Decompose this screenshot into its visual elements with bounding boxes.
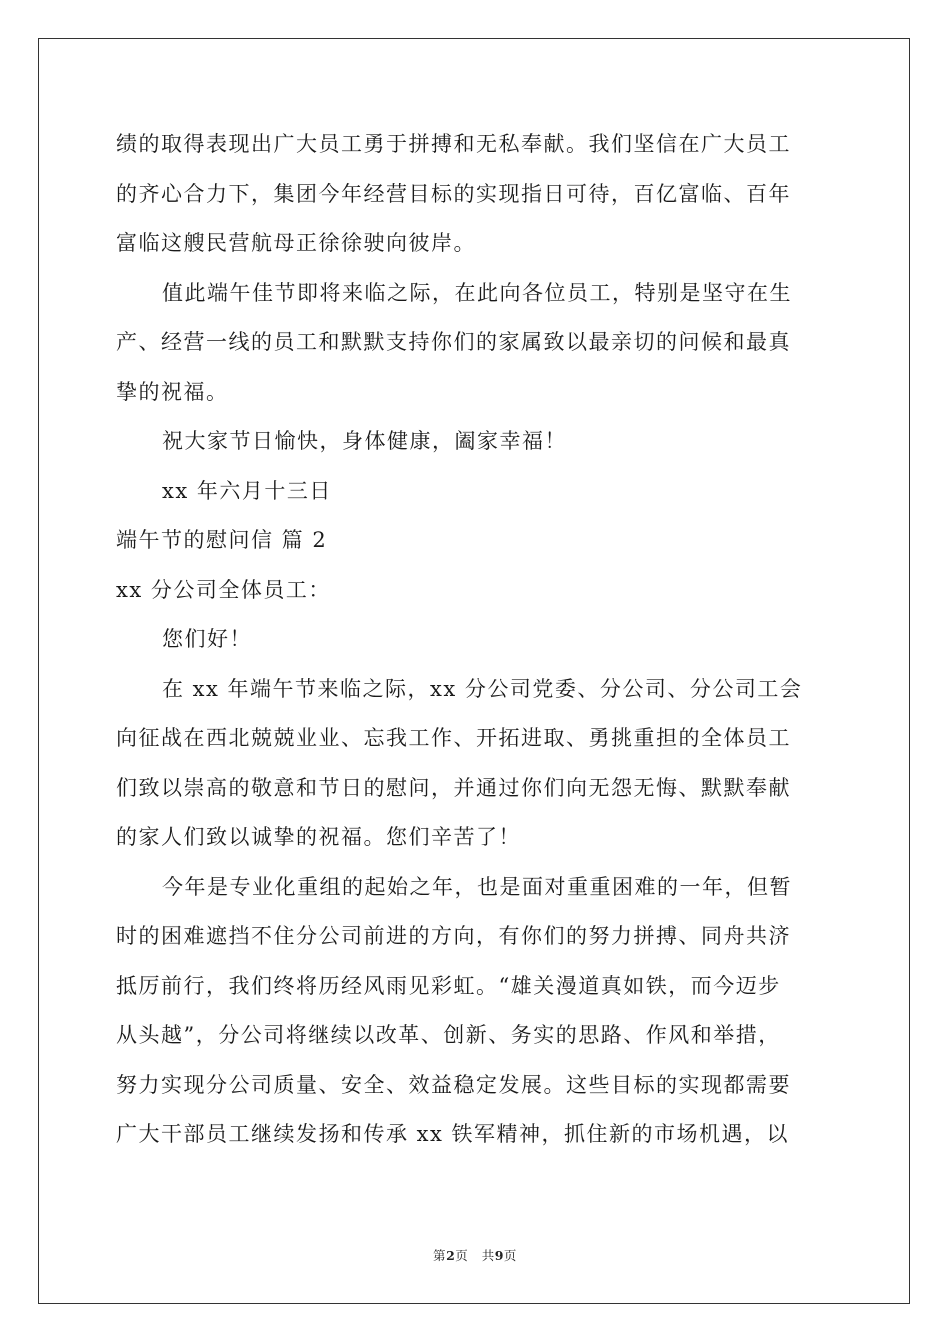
text-line: 努力实现分公司质量、安全、效益稳定发展。这些目标的实现都需要 <box>116 1072 791 1097</box>
page-current: 2 <box>446 1248 456 1263</box>
page-total: 9 <box>494 1248 504 1263</box>
text-line: 富临这艘民营航母正徐徐驶向彼岸。 <box>116 231 476 255</box>
text-line: 今年是专业化重组的起始之年，也是面对重重困难的一年，但暂 <box>162 874 792 899</box>
text-line: 祝大家节日愉快，身体健康，阖家幸福！ <box>162 429 567 453</box>
page-footer <box>0 1246 950 1264</box>
text-line: 的齐心合力下，集团今年经营目标的实现指日可待，百亿富临、百年 <box>116 181 791 206</box>
text-line: 们致以崇高的敬意和节日的慰问，并通过你们向无怨无悔、默默奉献 <box>116 775 791 800</box>
document-body <box>116 120 836 1160</box>
text-line: 广大干部员工继续发扬和传承 xx 铁军精神，抓住新的市场机遇，以 <box>116 1122 790 1146</box>
text-line: 端午节的慰问信 篇 2 <box>116 528 328 552</box>
text-line: 在 xx 年端午节来临之际，xx 分公司党委、分公司、分公司工会 <box>162 676 803 701</box>
text-line: xx 分公司全体员工： <box>116 577 331 602</box>
text-line: 从头越”，分公司将继续以改革、创新、务实的思路、作风和举措， <box>116 1023 781 1047</box>
page-prefix: 第 <box>433 1248 447 1263</box>
text-line: 时的困难遮挡不住分公司前进的方向，有你们的努力拼搏、同舟共济 <box>116 924 791 948</box>
total-prefix: 共 <box>481 1248 495 1263</box>
text-line: 抵厉前行，我们终将历经风雨见彩虹。“雄关漫道真如铁，而今迈步 <box>116 973 781 998</box>
text-line: 您们好！ <box>162 627 252 651</box>
text-line: 产、经营一线的员工和默默支持你们的家属致以最亲切的问候和最真 <box>116 330 791 354</box>
text-line: 绩的取得表现出广大员工勇于拼搏和无私奉献。我们坚信在广大员工 <box>116 132 791 156</box>
total-suffix: 页 <box>503 1248 517 1263</box>
text-line: 向征战在西北兢兢业业、忘我工作、开拓进取、勇挑重担的全体员工 <box>116 726 791 750</box>
text-line: 值此端午佳节即将来临之际，在此向各位员工，特别是坚守在生 <box>162 280 792 305</box>
text-line: 挚的祝福。 <box>116 379 229 404</box>
page-suffix: 页 <box>455 1248 469 1263</box>
text-line: xx 年六月十三日 <box>162 478 332 503</box>
text-line: 的家人们致以诚挚的祝福。您们辛苦了！ <box>116 825 521 849</box>
